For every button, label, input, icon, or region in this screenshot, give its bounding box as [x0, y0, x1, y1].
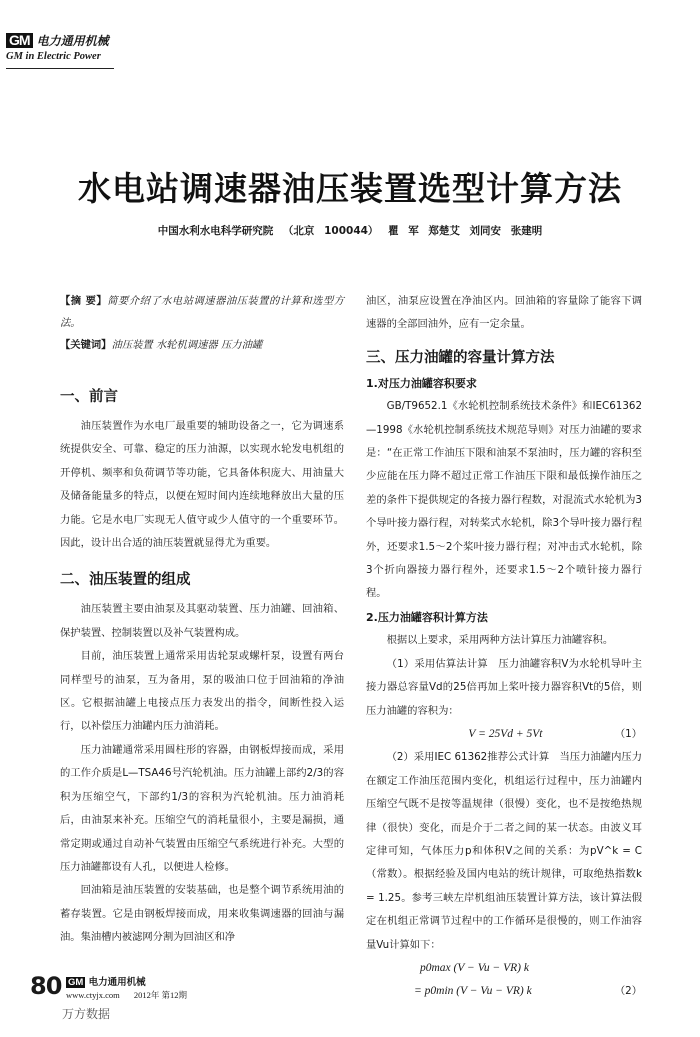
paragraph: 压力油罐通常采用圆柱形的容器，由钢板焊接而成，采用的工作介质是L—TSA46号汽轮机油。压力油罐上部约2/3的容积为压缩空气，下部约1/3的容积为汽轮机油。压力油消耗后，由油泵来补充。压缩空气的消耗量很小，主要是漏损，通常定期或通过自动补气装置由压缩空气系统进行补充。大型的压力油罐都设有人孔，以便进人检修。 [60, 743, 344, 873]
footer-journal-name: 电力通用机械 [88, 977, 146, 988]
formula-2-number: （2） [614, 985, 642, 998]
footer-website: www.ctyjx.com [66, 990, 120, 1000]
footer-journal-logo [66, 974, 146, 988]
paragraph: 回油箱是油压装置的安装基础，也是整个调节系统用油的蓄存装置。它是由钢板焊接而成，用来收集调速器的回油与漏油。集油槽内被滤网分割为回油区和净 [60, 884, 344, 944]
formula-2-line-1 [366, 957, 642, 980]
section-title-composition: 二、油压装置的组成 [60, 572, 191, 589]
footer-info [66, 989, 199, 1001]
formula-1-number: （1） [614, 727, 642, 740]
paragraph-continued: 油区，油泵应设置在净油区内。回油箱的容量除了能容下调速器的全部回油外，应有一定余量。 [366, 295, 642, 331]
formula-1-expression: V = 25Vd + 5Vt [468, 727, 543, 740]
keywords-text: 油压装置 水轮机调速器 压力油罐 [111, 339, 263, 351]
subsection-title-requirements: 1.对压力油罐容积要求 [366, 376, 477, 390]
journal-header [6, 32, 206, 62]
keywords-label: 【关键词】 [60, 339, 112, 351]
footer-issue: 2012年 第12期 [133, 990, 188, 1000]
paragraph: （2）采用IEC 61362推荐公式计算 当压力油罐内压力在额定工作油压范围内变化，机组运行过程中，压力油罐内压缩空气既不是按等温规律（很慢）变化，也不是按绝热规律（很快）变化，而是介于二者之间的某一状态。由波义耳定律可知，气体压力p和体积V之间的关系：为pV^k = C（常数）。根据经验及国内电站的统计规律，可取绝热指数k = 1.25。参考三峡左岸机组油压装置计算方法，该计算法假定在机组正常调节过程中的工作循环是很慢的，则工作油容量Vu计算如下： [366, 751, 642, 951]
formula-2-expression-top: p0max (V − Vu − VR) k [420, 961, 529, 974]
abstract [60, 290, 344, 334]
journal-name-en: GM in Electric Power [6, 51, 101, 62]
header-divider [6, 68, 114, 69]
subsection-title-method: 2.压力油罐容积计算方法 [366, 610, 488, 624]
left-column [60, 290, 344, 950]
article-authors: 中国水利水电科学研究院 （北京 100044） 瞿 军 郑楚艾 刘同安 张建明 [157, 225, 543, 237]
formula-2-line-2 [366, 980, 642, 1003]
abstract-label: 【摘 要】 [60, 295, 108, 307]
keywords [60, 334, 344, 356]
paragraph: GB/T9652.1《水轮机控制系统技术条件》和IEC61362—1998《水轮机控制系统技术规范导则》对压力油罐的要求是：“在正常工作油压下限和油泵不泵油时，压力罐的容积至少应能在压力降不超过正常工作油压下限和最低操作油压之差的条件下提供规定的各接力器行程数，对混流式水轮机为3个导叶接力器行程，对转桨式水轮机，除3个导叶接力器行程外，还要求1.5～2个桨叶接力器行程；对冲击式水轮机，除3个折向器接力器行程外，还要求1.5～2个喷针接力器行程。 [366, 400, 642, 600]
abstract-text: 简要介绍了水电站调速器油压装置的计算和选型方法。 [60, 295, 344, 329]
paragraph: 根据以上要求，采用两种方法计算压力油罐容积。 [386, 634, 614, 647]
paragraph: 目前，油压装置上通常采用齿轮泵或螺杆泵，设置有两台同样型号的油泵，互为备用，泵的吸油口位于回油箱的净油区。它根据油罐上电接点压力表发出的指令，间断性投入运行，以补偿压力油罐内压力油消耗。 [60, 650, 344, 733]
formula-2-expression-bottom: = p0min (V − Vu − VR) k [414, 985, 532, 998]
paragraph: 油压装置作为水电厂最重要的辅助设备之一，它为调速系统提供安全、可靠、稳定的压力油源，以实现水轮发电机组的开停机、频率和负荷调节等功能，它具备体积庞大、用油量大及储备能量多的特点，以便在短时间内连续地释放出大量的压力能。它是水电厂实现无人值守或少人值守的一个重要环节。因此，设计出合适的油压装置就显得尤为重要。 [60, 420, 344, 550]
paragraph: 油压装置主要由油泵及其驱动装置、压力油罐、回油箱、保护装置、控制装置以及补气装置构成。 [60, 603, 344, 639]
article-title: 水电站调速器油压装置选型计算方法 [78, 169, 622, 208]
section-title-preface: 一、前言 [60, 389, 118, 405]
right-column [366, 290, 642, 1004]
journal-name-cn: 电力通用机械 [36, 34, 109, 48]
paragraph: （1）采用估算法计算 压力油罐容积V为水轮机导叶主接力器总容量Vd的25倍再加上桨叶接力器容积Vt的5倍，则压力油罐的容积为： [366, 657, 642, 717]
formula-1 [366, 723, 642, 746]
watermark: 万方数据 [62, 1007, 111, 1021]
journal-logo: GM [6, 33, 33, 48]
page-number: 80 [30, 972, 62, 1000]
section-title-volume: 三、压力油罐的容量计算方法 [366, 349, 555, 366]
footer-logo-mark: GM [68, 977, 84, 988]
